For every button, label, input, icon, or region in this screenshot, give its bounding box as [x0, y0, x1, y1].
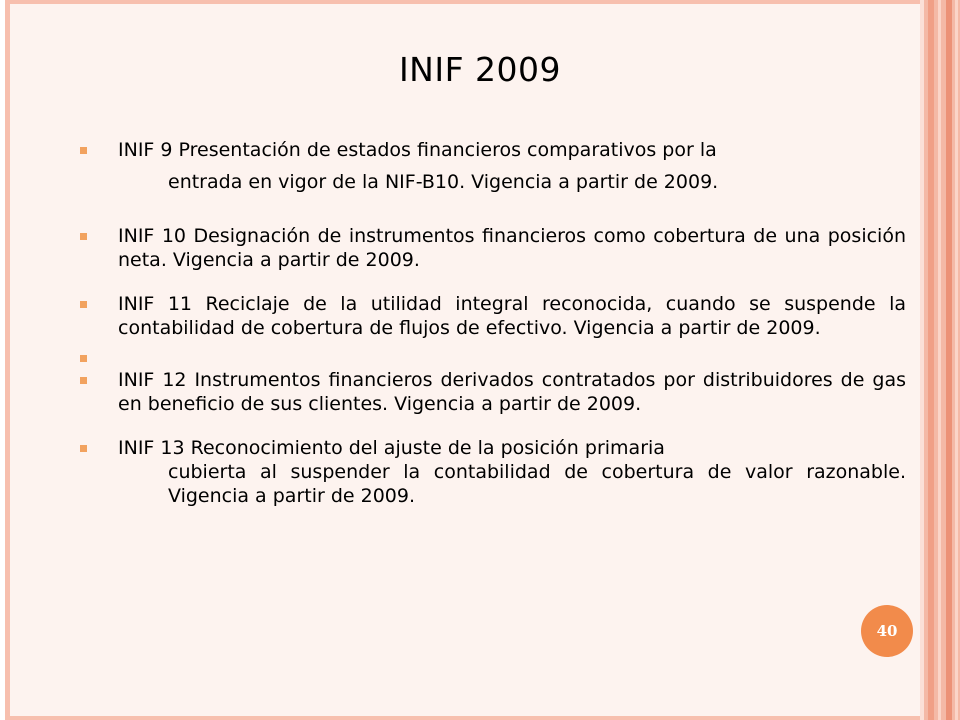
page-number-badge: 40: [861, 605, 913, 657]
item-text: INIF 10 Designación de instrumentos financieros como cobertura de una posición neta. Vigencia a partir de 2009.: [118, 225, 906, 271]
item-continuation: entrada en vigor de la NIF-B10. Vigencia a partir de 2009.: [168, 171, 719, 193]
square-bullet-icon: [80, 377, 87, 384]
item-text: INIF 12 Instrumentos financieros derivados contratados por distribuidores de gas en beneficio de sus clientes. Vigencia a partir de 2009.: [118, 369, 906, 415]
item-continuation: cubierta al suspender la contabilidad de cobertura de valor razonable. Vigencia a partir de 2009.: [168, 461, 906, 507]
list-item-inif-9: [80, 138, 906, 194]
decorative-stripe: [938, 0, 941, 720]
decorative-stripe: [946, 0, 952, 720]
item-text: INIF 11 Reciclaje de la utilidad integral reconocida, cuando se suspende la contabilidad de cobertura de flujos de efectivo. Vigencia a partir de 2009.: [118, 293, 906, 339]
list-item-inif-13: [80, 436, 906, 508]
list-item-inif-10: [80, 224, 906, 272]
square-bullet-icon: [80, 355, 87, 362]
slide-frame-bottom: [5, 716, 920, 720]
decorative-stripe: [920, 0, 924, 720]
square-bullet-icon: [80, 445, 87, 452]
list-item-inif-12: [80, 368, 906, 416]
slide-title: INIF 2009: [398, 50, 562, 89]
decorative-stripe: [955, 0, 958, 720]
square-bullet-icon: [80, 147, 87, 154]
decorative-stripe: [928, 0, 934, 720]
square-bullet-icon: [80, 301, 87, 308]
square-bullet-icon: [80, 233, 87, 240]
item-text: INIF 9 Presentación de estados financieros comparativos por la: [118, 139, 717, 161]
item-text: INIF 13 Reconocimiento del ajuste de la posición primaria: [118, 437, 665, 459]
list-item-empty: [80, 346, 906, 368]
list-item-inif-11: [80, 292, 906, 340]
bullet-list: [80, 138, 906, 508]
